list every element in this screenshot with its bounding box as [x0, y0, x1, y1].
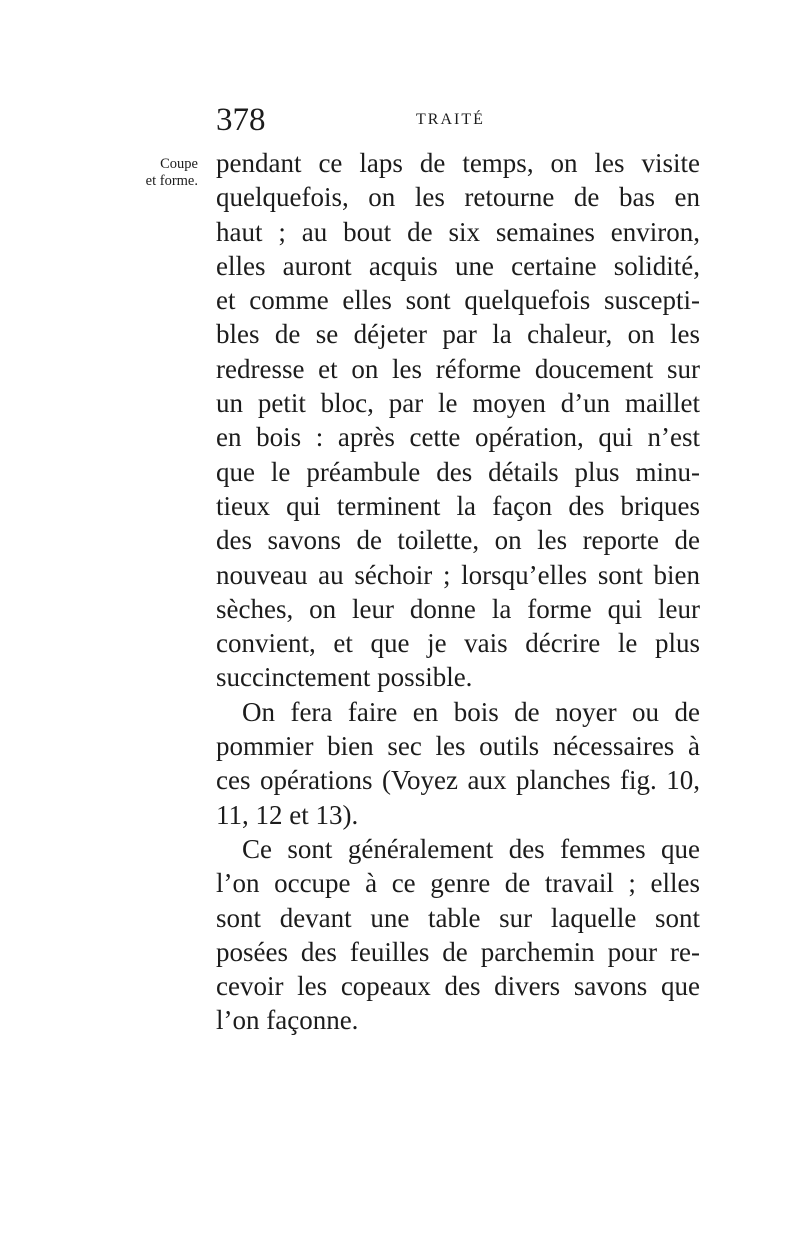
text-line: haut ; au bout de six semaines environ,: [216, 216, 700, 247]
text-line: que le préambule des détails plus minu-: [216, 456, 700, 487]
text-line: Ce sont généralement des femmes que: [242, 833, 700, 864]
margin-note-line: Coupe: [160, 156, 198, 172]
text-line: ces opérations (Voyez aux planches fig. 10,: [216, 765, 700, 796]
text-line: succinctement possible.: [216, 662, 473, 693]
text-line: sont devant une table sur laquelle sont: [216, 902, 700, 933]
text-line: des savons de toilette, on les reporte de: [216, 525, 700, 556]
text-line: 11, 12 et 13).: [216, 799, 359, 830]
text-line: posées des feuilles de parchemin pour re-: [216, 936, 700, 967]
text-line: convient, et que je vais décrire le plus: [216, 628, 700, 659]
text-line: et comme elles sont quelquefois suscepti-: [216, 285, 700, 316]
running-head: [216, 100, 700, 140]
text-line: tieux qui terminent la façon des briques: [216, 490, 700, 521]
margin-note-line: et forme.: [145, 173, 198, 189]
text-line: pommier bien sec les outils nécessaires à: [216, 731, 700, 762]
running-title: TRAITÉ: [416, 111, 485, 128]
text-line: On fera faire en bois de noyer ou de: [242, 696, 700, 727]
margin-note: [118, 156, 198, 190]
text-line: pendant ce laps de temps, on les visite: [216, 148, 700, 178]
text-line: elles auront acquis une certaine solidité,: [216, 250, 700, 281]
text-line: cevoir les copeaux des divers savons que: [216, 971, 700, 1002]
body-text: [216, 146, 700, 1038]
text-line: bles de se déjeter par la chaleur, on les: [216, 319, 700, 350]
text-line: quelquefois, on les retourne de bas en: [216, 182, 700, 213]
text-line: en bois : après cette opération, qui n’est: [216, 422, 700, 453]
page-number: 378: [216, 102, 266, 138]
text-line: l’on occupe à ce genre de travail ; elles: [216, 868, 700, 899]
text-line: redresse et on les réforme doucement sur: [216, 353, 700, 384]
text-line: l’on façonne.: [216, 1005, 359, 1036]
text-line: un petit bloc, par le moyen d’un maillet: [216, 388, 700, 419]
text-line: nouveau au séchoir ; lorsqu’elles sont bien: [216, 559, 700, 590]
text-line: sèches, on leur donne la forme qui leur: [216, 593, 700, 624]
